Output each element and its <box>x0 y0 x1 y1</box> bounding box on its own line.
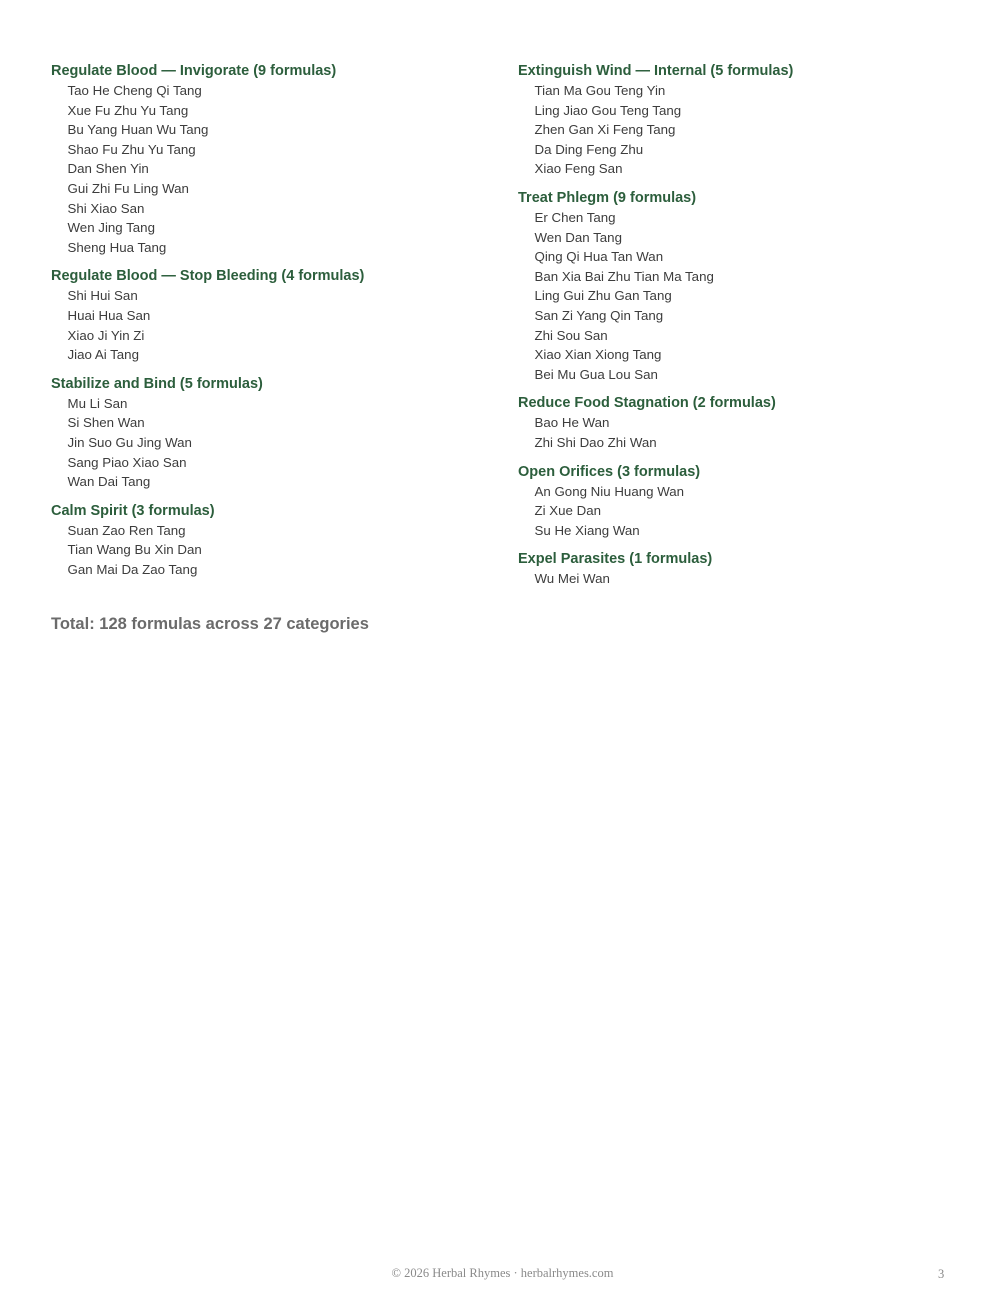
formula-item: Shi Xiao San <box>67 200 145 216</box>
formula-item: Xue Fu Zhu Yu Tang <box>67 102 189 118</box>
category-heading: Regulate Blood — Stop Bleeding (4 formulas) <box>51 268 365 285</box>
category-section <box>51 267 491 364</box>
formula-item: Tao He Cheng Qi Tang <box>67 83 202 98</box>
formula-list <box>51 286 491 364</box>
formula-item: Zi Xue Dan <box>534 503 602 519</box>
formula-item: Dan Shen Yin <box>67 161 149 177</box>
formula-item: Zhen Gan Xi Feng Tang <box>534 122 676 138</box>
formula-list <box>518 413 958 452</box>
formula-item: Qing Qi Hua Tan Wan <box>534 249 664 265</box>
formula-item: Wen Jing Tang <box>67 220 155 236</box>
category-heading: Reduce Food Stagnation (2 formulas) <box>518 395 776 412</box>
category-heading: Calm Spirit (3 formulas) <box>51 502 215 519</box>
formula-item: Wu Mei Wan <box>534 571 610 587</box>
formula-list <box>518 81 958 179</box>
formula-item: Sang Piao Xiao San <box>67 454 187 470</box>
formula-item: Da Ding Feng Zhu <box>534 141 644 157</box>
formula-item: Gui Zhi Fu Ling Wan <box>67 180 189 196</box>
formula-list <box>51 394 491 492</box>
formula-item: Jiao Ai Tang <box>67 347 139 363</box>
formula-item: Zhi Shi Dao Zhi Wan <box>534 434 657 450</box>
formula-item: An Gong Niu Huang Wan <box>534 483 685 499</box>
formula-item: Shao Fu Zhu Yu Tang <box>67 141 196 157</box>
total-summary: Total: 128 formulas across 27 categories <box>51 615 369 633</box>
formula-item: Mu Li San <box>67 395 128 411</box>
formula-item: Bei Mu Gua Lou San <box>534 366 658 382</box>
formula-list <box>51 521 491 580</box>
formula-item: Gan Mai Da Zao Tang <box>67 561 198 577</box>
category-section <box>518 62 958 179</box>
formula-item: Wen Dan Tang <box>534 229 622 245</box>
category-section <box>518 394 958 452</box>
formula-item: Wan Dai Tang <box>67 474 151 490</box>
formula-item: Su He Xiang Wan <box>534 522 640 538</box>
category-section <box>51 62 491 257</box>
formula-item: Jin Suo Gu Jing Wan <box>67 434 192 450</box>
category-heading: Regulate Blood — Invigorate (9 formulas) <box>51 63 337 79</box>
formula-item: Sheng Hua Tang <box>67 239 167 255</box>
formula-item: Xiao Feng San <box>534 161 623 177</box>
formula-item: Ling Gui Zhu Gan Tang <box>534 288 672 304</box>
category-heading: Stabilize and Bind (5 formulas) <box>51 375 263 392</box>
formula-item: Xiao Xian Xiong Tang <box>534 347 662 363</box>
formula-item: Ling Jiao Gou Teng Tang <box>534 102 682 118</box>
formula-item: San Zi Yang Qin Tang <box>534 307 664 323</box>
footer-copyright: © 2026 Herbal Rhymes · herbalrhymes.com <box>391 1266 614 1280</box>
formula-item: Tian Wang Bu Xin Dan <box>67 542 202 558</box>
formula-list <box>518 208 958 384</box>
page-number: 3 <box>938 1267 945 1281</box>
formula-item: Suan Zao Ren Tang <box>67 522 186 538</box>
formula-item: Shi Hui San <box>67 288 138 304</box>
formula-item: Tian Ma Gou Teng Yin <box>534 83 666 98</box>
category-heading: Extinguish Wind — Internal (5 formulas) <box>518 63 794 79</box>
formula-item: Xiao Ji Yin Zi <box>67 327 145 343</box>
formula-list <box>518 482 958 541</box>
formula-item: Er Chen Tang <box>534 209 616 225</box>
category-section <box>518 463 958 541</box>
category-heading: Open Orifices (3 formulas) <box>518 463 701 480</box>
category-section <box>51 375 491 492</box>
right-column <box>518 62 958 599</box>
category-section <box>51 502 491 580</box>
formula-item: Huai Hua San <box>67 307 151 323</box>
category-heading: Treat Phlegm (9 formulas) <box>518 189 697 206</box>
category-heading: Expel Parasites (1 formulas) <box>518 551 713 568</box>
formula-list <box>51 81 491 257</box>
formula-item: Ban Xia Bai Zhu Tian Ma Tang <box>534 268 714 284</box>
category-section <box>518 189 958 384</box>
formula-list <box>518 569 958 589</box>
left-column <box>51 62 491 589</box>
formula-item: Si Shen Wan <box>67 415 145 431</box>
category-section <box>518 550 958 589</box>
formula-item: Zhi Sou San <box>534 327 608 343</box>
formula-item: Bao He Wan <box>534 415 610 431</box>
formula-item: Bu Yang Huan Wu Tang <box>67 122 209 138</box>
